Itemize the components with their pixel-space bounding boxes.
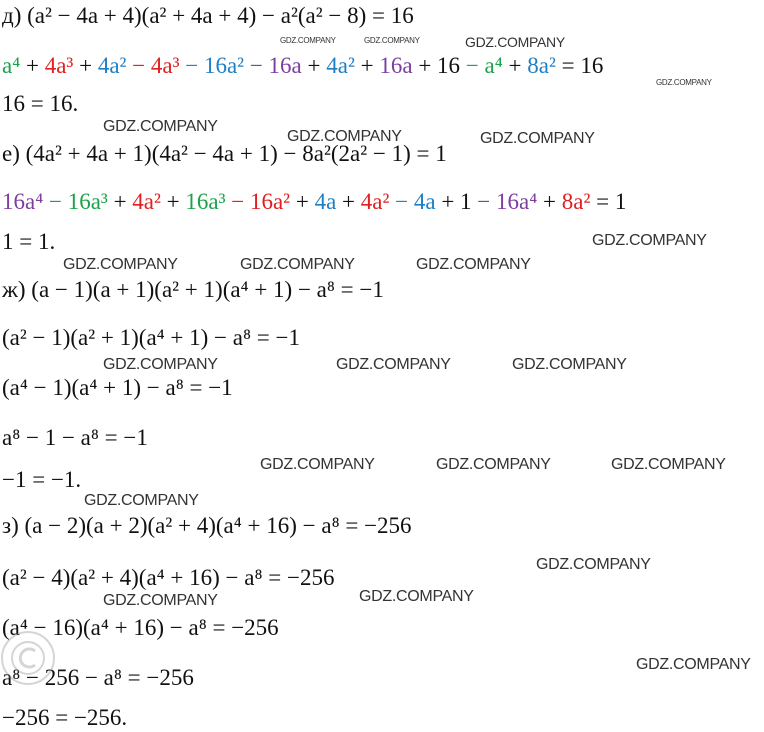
watermark: GDZ.COMPANY [359,588,474,605]
equation-line-zh-result [2,466,81,494]
equation-segment: 4a² [326,53,355,78]
equation-segment: + [502,53,528,78]
equation-segment: + 16 [412,53,466,78]
watermark: GDZ.COMPANY [84,492,199,509]
watermark: GDZ.COMPANY [63,256,178,273]
equation-line-d-expanded [2,52,603,80]
equation-segment: (a⁴ − 16)(a⁴ + 16) − a⁸ = −256 [2,615,279,640]
equation-segment: + [336,189,361,214]
equation-segment: + [537,189,562,214]
equation-line-z-step1 [2,564,334,592]
equation-segment: (a² − 1)(a² + 1)(a⁴ + 1) − a⁸ = −1 [2,325,300,350]
watermark: GDZ.COMPANY [512,356,627,373]
equation-line-d-task [2,2,414,30]
equation-segment: −1 = −1. [2,467,82,492]
equation-segment: 16a³ [185,189,226,214]
watermark: GDZ.COMPANY [592,232,707,249]
equation-line-e-result [2,228,55,256]
watermark: GDZ.COMPANY [103,118,218,135]
watermark: GDZ.COMPANY [364,36,420,45]
equation-segment: 8a² [561,189,591,214]
equation-segment: 16a⁴ [2,189,44,214]
equation-segment: 4a [314,189,337,214]
equation-segment: − 16a² [179,53,245,78]
watermark: GDZ.COMPANY [465,34,565,50]
equation-segment: − 16a² [225,189,291,214]
equation-segment: + [73,53,98,78]
equation-segment: + [107,189,133,214]
equation-segment: 4a² [97,53,127,78]
equation-segment: − 16a⁴ [477,189,538,214]
watermark: GDZ.COMPANY [336,356,451,373]
equation-segment: a⁴ [2,53,21,78]
equation-segment: − 16a [244,53,302,78]
equation-line-e-expanded [2,188,626,216]
equation-segment: − 16a³ [43,189,108,214]
equation-segment: a⁸ − 1 − a⁸ = −1 [2,425,148,450]
equation-segment: + 1 [435,189,478,214]
equation-line-zh-step1 [2,324,300,352]
watermark: GDZ.COMPANY [436,456,551,473]
equation-segment: ж) (a − 1)(a + 1)(a² + 1)(a⁴ + 1) − a⁸ = −1 [2,277,384,302]
watermark: GDZ.COMPANY [103,592,218,609]
equation-segment: 4a² [132,189,161,214]
watermark: GDZ.COMPANY [240,256,355,273]
equation-segment: д) (a² − 4a + 4)(a² + 4a + 4) − a²(a² − 8) = 16 [2,3,414,28]
equation-line-zh-step2 [2,374,233,402]
watermark: GDZ.COMPANY [536,556,651,573]
watermark: GDZ.COMPANY [611,456,726,473]
equation-segment: − a⁴ [465,53,503,78]
equation-line-z-task [2,512,412,540]
equation-segment: з) (a − 2)(a + 2)(a² + 4)(a⁴ + 16) − a⁸ = −256 [2,513,412,538]
equation-line-d-result [2,90,78,118]
equation-segment: (a⁴ − 1)(a⁴ + 1) − a⁸ = −1 [2,375,233,400]
watermark: GDZ.COMPANY [656,78,712,87]
equation-segment: 4a³ [44,53,74,78]
equation-segment: −256 = −256. [2,705,128,730]
equation-segment: е) (4a² + 4a + 1)(4a² − 4a + 1) − 8a²(2a² − 1) = 1 [2,141,447,166]
watermark: GDZ.COMPANY [416,256,531,273]
equation-segment: − 4a³ [126,53,180,78]
watermark: GDZ.COMPANY [280,36,336,45]
copyright-seal-icon [0,598,62,708]
watermark: GDZ.COMPANY [480,130,595,147]
watermark: GDZ.COMPANY [260,456,375,473]
equation-segment: + [354,53,380,78]
equation-segment: 8a² [527,53,556,78]
watermark: GDZ.COMPANY [103,356,218,373]
equation-segment: 16a [379,53,413,78]
equation-segment: (a² − 4)(a² + 4)(a⁴ + 16) − a⁸ = −256 [2,565,335,590]
equation-segment: + [301,53,327,78]
equation-segment: + [20,53,45,78]
equation-line-zh-step3 [2,424,148,452]
equation-segment: 1 = 1. [2,229,56,254]
equation-segment: = 16 [555,53,604,78]
equation-segment: 16 = 16. [2,91,79,116]
equation-segment: 4a² [360,189,390,214]
watermark: GDZ.COMPANY [636,656,751,673]
equation-segment: − 4a [389,189,436,214]
watermark: GDZ.COMPANY [287,128,402,145]
equation-segment: + [160,189,186,214]
equation-line-zh-task [2,276,384,304]
equation-segment: = 1 [590,189,627,214]
equation-segment: a⁸ − 256 − a⁸ = −256 [2,665,194,690]
equation-segment: + [290,189,315,214]
